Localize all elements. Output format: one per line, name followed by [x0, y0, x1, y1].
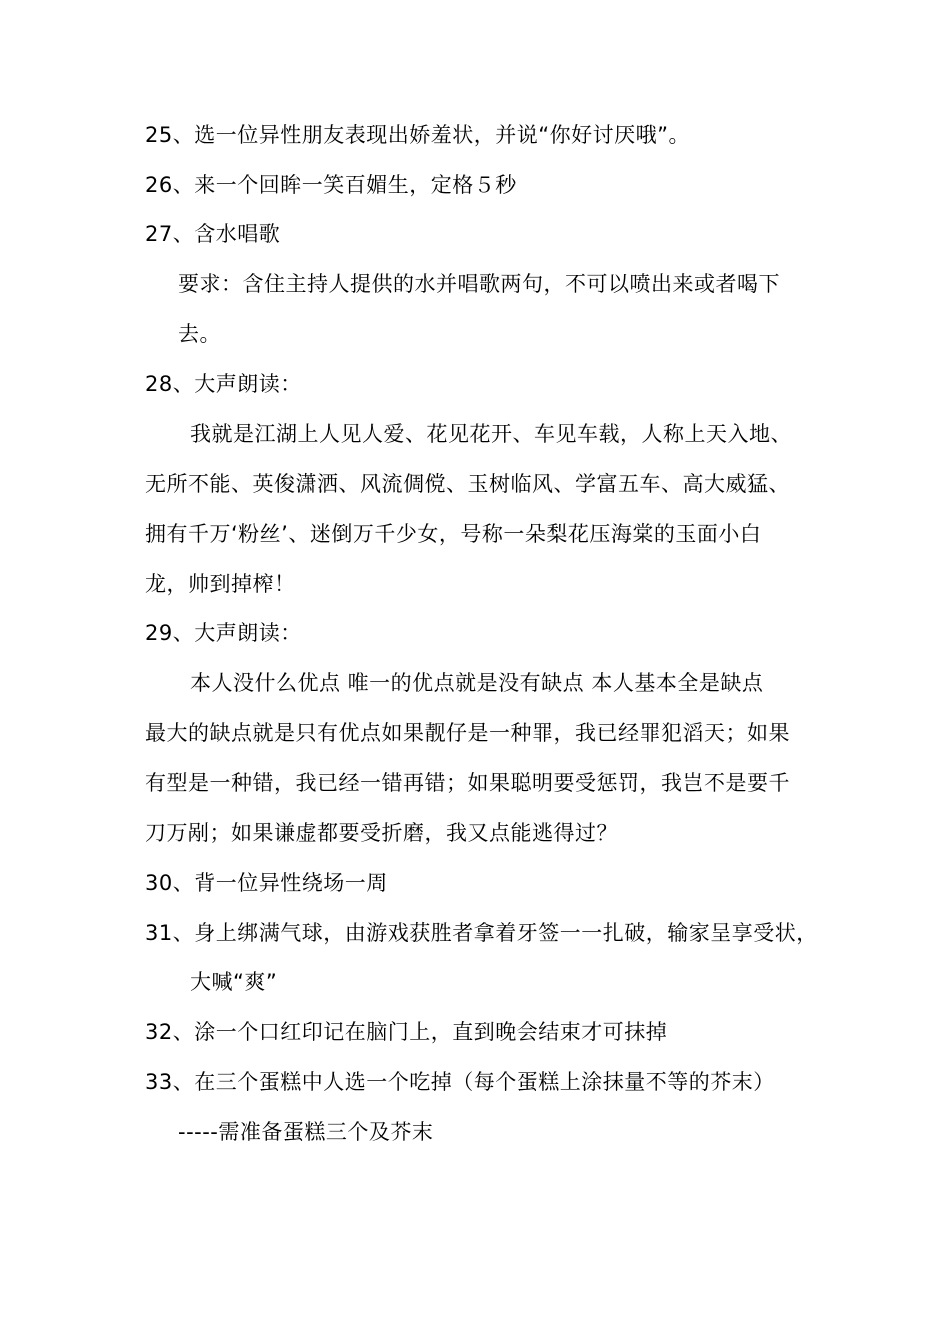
item-28-text-line-3: 拥有千万‘粉丝’、迷倒万千少女，号称一朵梨花压海棠的玉面小白: [145, 522, 762, 546]
item-33-line-2: -----需准备蛋糕三个及芥末: [178, 1120, 434, 1144]
item-29-text-line-3: 有型是一种错，我已经一错再错；如果聪明要受惩罚，我岂不是要千: [145, 771, 790, 795]
item-25: 25、选一位异性朋友表现出娇羞状，并说“你好讨厌哦”。: [145, 123, 690, 147]
item-30: 30、背一位异性绕场一周: [145, 871, 388, 895]
item-29-text-line-1: 本人没什么优点 唯一的优点就是没有缺点 本人基本全是缺点: [190, 671, 764, 695]
item-27: 27、含水唱歌: [145, 222, 281, 246]
item-27-requirement-line-2: 去。: [178, 322, 221, 346]
item-29-text-line-2: 最大的缺点就是只有优点如果靓仔是一种罪，我已经罪犯滔天；如果: [145, 721, 790, 745]
item-33-line-1: 33、在三个蛋糕中人选一个吃掉（每个蛋糕上涂抹量不等的芥末）: [145, 1070, 775, 1094]
item-28-text-line-4: 龙，帅到掉榨！: [145, 572, 296, 596]
item-26: 26、来一个回眸一笑百媚生，定格５秒: [145, 173, 517, 197]
item-27-requirement-line-1: 要求：含住主持人提供的水并唱歌两句，不可以喷出来或者喝下: [178, 272, 780, 296]
item-29: 29、大声朗读：: [145, 621, 302, 645]
item-28: 28、大声朗读：: [145, 372, 302, 396]
item-31-line-2: 大喊“爽”: [190, 970, 278, 994]
item-32: 32、涂一个口红印记在脑门上，直到晚会结束才可抹掉: [145, 1020, 668, 1044]
item-28-text-line-1: 我就是江湖上人见人爱、花见花开、车见车载，人称上天入地、: [190, 422, 792, 446]
item-28-text-line-2: 无所不能、英俊潇洒、风流倜傥、玉树临风、学富五车、高大威猛、: [145, 472, 790, 496]
item-31-line-1: 31、身上绑满气球，由游戏获胜者拿着牙签一一扎破，输家呈享受状，: [145, 921, 818, 945]
item-29-text-line-4: 刀万剐；如果谦虚都要受折磨，我又点能逃得过？: [145, 821, 618, 845]
